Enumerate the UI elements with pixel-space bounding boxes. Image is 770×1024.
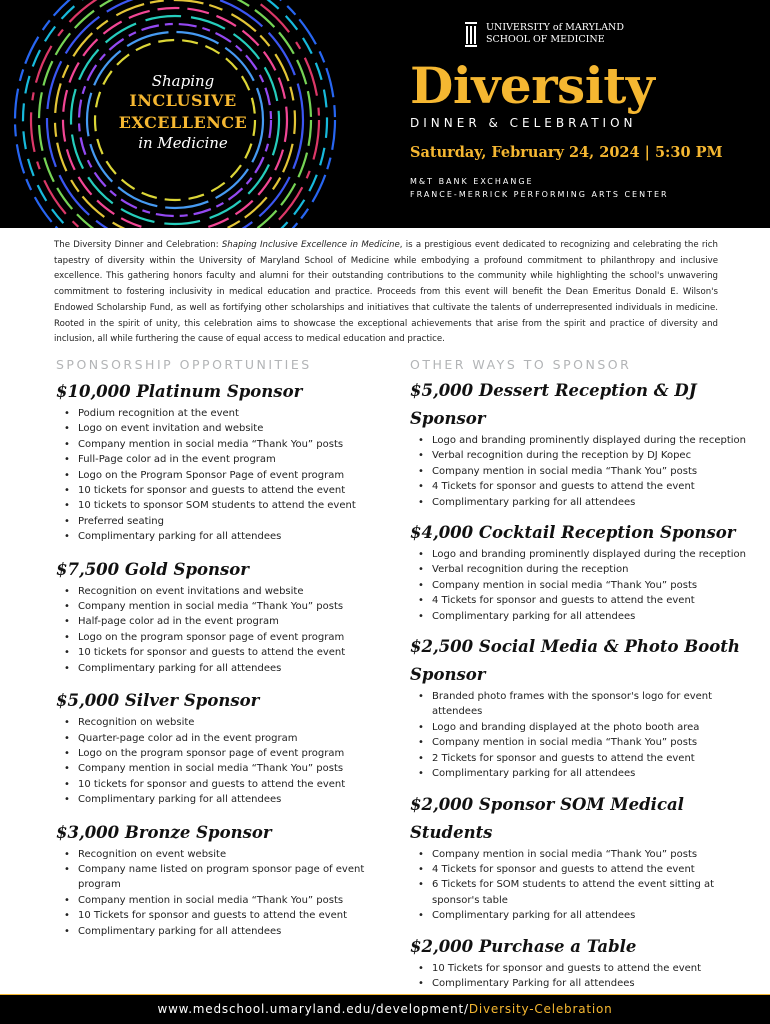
benefit-item: • Logo and branding prominently displayed during the reception — [410, 547, 750, 562]
benefit-item: • Half-page color ad in the event program — [56, 614, 386, 629]
sponsor-tier — [410, 377, 750, 510]
theme-line-1: Shaping — [151, 72, 215, 90]
benefit-item: • Verbal recognition during the reception — [410, 562, 750, 577]
benefit-item: • Company mention in social media “Thank You” posts — [410, 578, 750, 593]
sponsor-benefits-list — [56, 406, 386, 545]
benefit-item: • Recognition on event invitations and website — [56, 584, 386, 599]
benefit-item: • Complimentary parking for all attendees — [56, 792, 386, 807]
benefit-item: • Company mention in social media “Thank You” posts — [56, 599, 386, 614]
sponsor-benefits-list — [410, 689, 750, 781]
benefit-item: • Logo on event invitation and website — [56, 421, 386, 436]
benefit-item: • Complimentary parking for all attendees — [410, 495, 750, 510]
sponsor-tier — [56, 687, 386, 807]
benefit-item: • Verbal recognition during the reception by DJ Kopec — [410, 448, 750, 463]
benefit-item: • 4 Tickets for sponsor and guests to attend the event — [410, 593, 750, 608]
benefit-item: • 4 Tickets for sponsor and guests to attend the event — [410, 862, 750, 877]
header-banner — [0, 0, 770, 228]
intro-emphasis: Shaping Inclusive Excellence in Medicine — [221, 240, 400, 250]
benefit-item: • 2 Tickets for sponsor and guests to attend the event — [410, 751, 750, 766]
sponsor-benefits-list — [410, 547, 750, 624]
sponsor-tier-title: $2,500 Social Media & Photo Booth Sponsor — [410, 637, 740, 685]
intro-paragraph — [54, 238, 718, 348]
benefit-item: • Company mention in social media “Thank You” posts — [410, 735, 750, 750]
sponsor-benefits-list — [56, 715, 386, 807]
benefit-item: • Podium recognition at the event — [56, 406, 386, 421]
theme-line-2: INCLUSIVE — [129, 91, 237, 110]
sponsor-tier — [56, 378, 386, 545]
benefit-item: • Logo on the program sponsor page of event program — [56, 746, 386, 761]
sponsor-tier — [56, 819, 386, 939]
university-crest-icon — [464, 20, 478, 48]
venue-name: M&T BANK EXCHANGE — [410, 177, 534, 186]
university-name: UNIVERSITY of MARYLAND — [486, 22, 624, 33]
event-title: Diversity — [410, 56, 655, 115]
benefit-item: • Complimentary parking for all attendees — [56, 924, 386, 939]
benefit-item: • 10 Tickets for sponsor and guests to attend the event — [410, 961, 750, 976]
benefit-item: • Logo on the program sponsor page of event program — [56, 630, 386, 645]
sponsor-benefits-list — [410, 961, 750, 992]
benefit-item: • 10 tickets for sponsor and guests to attend the event — [56, 777, 386, 792]
benefit-item: • Complimentary parking for all attendees — [410, 766, 750, 781]
sponsor-tier — [410, 633, 750, 781]
benefit-item: • 6 Tickets for SOM students to attend the event sitting at sponsor's table — [410, 877, 750, 908]
benefit-item: • 10 tickets for sponsor and guests to attend the event — [56, 483, 386, 498]
footer-url-highlight: Diversity-Celebration — [468, 1002, 613, 1016]
benefit-item: • 10 Tickets for sponsor and guests to attend the event — [56, 908, 386, 923]
benefit-item: • Company mention in social media “Thank You” posts — [410, 847, 750, 862]
benefit-item: • Complimentary parking for all attendees — [56, 661, 386, 676]
sponsor-benefits-list — [56, 584, 386, 676]
benefit-item: • Logo and branding prominently displayed during the reception — [410, 433, 750, 448]
venue-center: FRANCE-MERRICK PERFORMING ARTS CENTER — [410, 190, 669, 199]
benefit-item: • Branded photo frames with the sponsor's logo for event attendees — [410, 689, 750, 720]
school-name: SCHOOL OF MEDICINE — [486, 34, 605, 45]
benefit-item: • Company mention in social media “Thank You” posts — [56, 437, 386, 452]
benefit-item: • Complimentary Parking for all attendees — [410, 976, 750, 991]
benefit-item: • Recognition on website — [56, 715, 386, 730]
sponsor-tier — [410, 791, 750, 924]
benefit-item: • 10 tickets for sponsor and guests to attend the event — [56, 645, 386, 660]
intro-body: , is a prestigious event dedicated to recognizing and celebrating the rich tapestry of diversity within the University of Maryland School of Medicine while embodying a profound commitment to philanthropy and inclusive excellence. This gathering honors faculty and alumni for their outstanding contributions to the community while highlighting the school's unwavering commitment to fostering inclusivity in medical education and practice. Proceeds from this event will benefit the Dean Emeritus Donald E. Wilson's Endowed Scholarship Fund, as well as fortifying other scholarships and initiatives that cultivate the talents of underrepresented individuals in medicine. Rooted in the spirit of unity, this celebration aims to showcase the exceptional achievements that arise from the spirit and practice of diversity and inclusion, all while furthering the cause of equal access to medical education and practice. — [54, 240, 718, 345]
event-subtitle: DINNER & CELEBRATION — [410, 116, 637, 130]
benefit-item: • Company mention in social media “Thank You” posts — [56, 761, 386, 776]
sponsor-tier — [410, 519, 750, 624]
sponsor-tier-title: $5,000 Dessert Reception & DJ Sponsor — [410, 381, 697, 428]
sponsor-tier-title: $2,000 Sponsor SOM Medical Students — [410, 794, 684, 842]
footer-url-base: www.medschool.umaryland.edu/development/ — [157, 1002, 469, 1016]
benefit-item: • Company mention in social media “Thank You” posts — [410, 464, 750, 479]
sponsor-benefits-list — [56, 847, 386, 939]
benefit-item: • 10 tickets to sponsor SOM students to attend the event — [56, 498, 386, 513]
sponsor-benefits-list — [410, 433, 750, 510]
event-theme-text — [118, 72, 248, 152]
sponsor-tier-title: $5,000 Silver Sponsor — [56, 691, 260, 711]
university-logo — [464, 20, 624, 48]
sponsor-tier-title: $7,500 Gold Sponsor — [56, 559, 249, 579]
intro-start: The Diversity Dinner and Celebration: — [54, 240, 222, 250]
footer-divider — [0, 994, 770, 995]
sponsor-benefits-list — [410, 847, 750, 924]
benefit-item: • Quarter-page color ad in the event program — [56, 731, 386, 746]
benefit-item: • 4 Tickets for sponsor and guests to attend the event — [410, 479, 750, 494]
sponsor-tier-title: $4,000 Cocktail Reception Sponsor — [410, 523, 736, 543]
sponsor-tier-title: $2,000 Purchase a Table — [410, 936, 637, 956]
theme-line-3: EXCELLENCE — [118, 113, 248, 132]
benefit-item: • Recognition on event website — [56, 847, 386, 862]
event-date: Saturday, February 24, 2024 | 5:30 PM — [410, 144, 723, 161]
other-ways-heading: OTHER WAYS TO SPONSOR — [410, 357, 632, 372]
sponsor-tier — [410, 933, 750, 992]
sponsorship-column — [56, 378, 386, 950]
benefit-item: • Company mention in social media “Thank You” posts — [56, 893, 386, 908]
benefit-item: • Complimentary parking for all attendees — [410, 609, 750, 624]
sponsorship-heading: SPONSORSHIP OPPORTUNITIES — [56, 357, 312, 372]
sponsor-tier — [56, 556, 386, 676]
benefit-item: • Company name listed on program sponsor page of event program — [56, 862, 386, 893]
other-ways-column — [410, 377, 750, 1000]
sponsor-tier-title: $3,000 Bronze Sponsor — [56, 822, 272, 842]
theme-line-4: in Medicine — [138, 134, 228, 152]
footer-url[interactable] — [0, 1002, 770, 1016]
benefit-item: • Logo on the Program Sponsor Page of event program — [56, 468, 386, 483]
benefit-item: • Full-Page color ad in the event program — [56, 452, 386, 467]
benefit-item: • Complimentary parking for all attendees — [410, 908, 750, 923]
benefit-item: • Preferred seating — [56, 514, 386, 529]
benefit-item: • Logo and branding displayed at the photo booth area — [410, 720, 750, 735]
benefit-item: • Complimentary parking for all attendees — [56, 529, 386, 544]
sponsor-tier-title: $10,000 Platinum Sponsor — [56, 382, 303, 401]
